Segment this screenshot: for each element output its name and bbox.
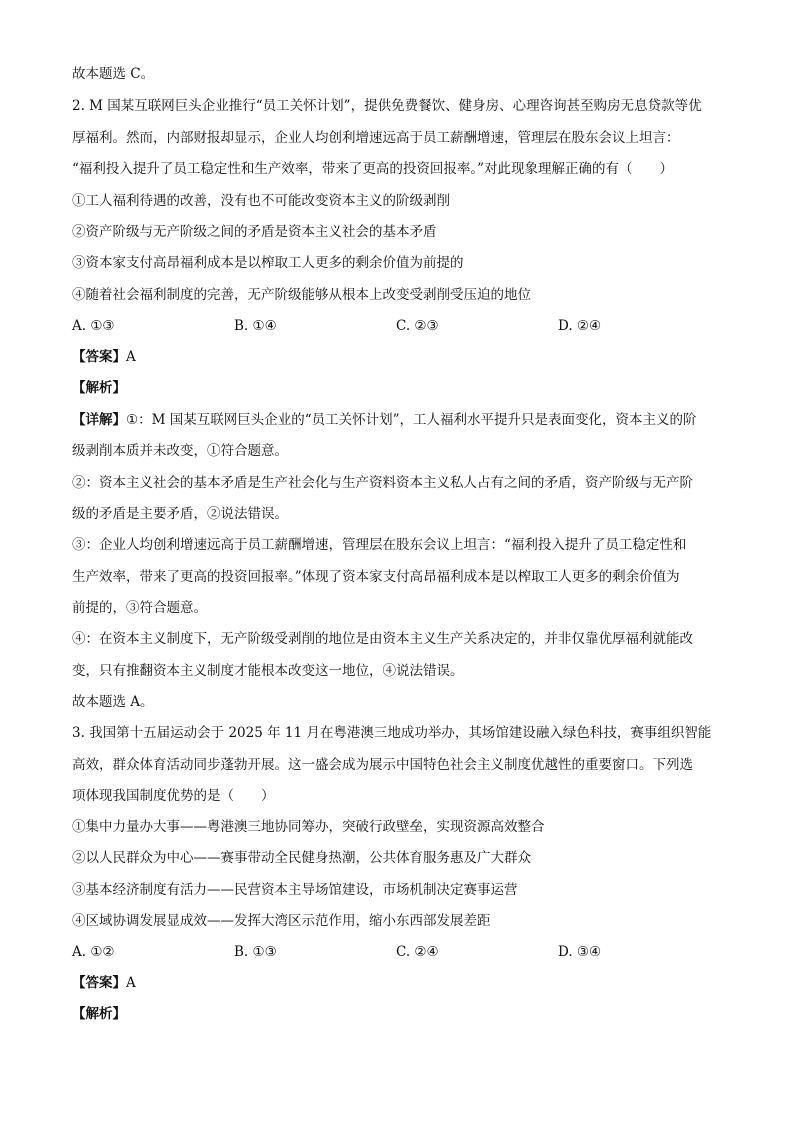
q2-analysis-label: 【解析】: [72, 380, 126, 396]
q2-option-d: D. ②④: [558, 318, 602, 334]
q2-option-a: A. ①③: [72, 318, 115, 334]
q2-statement-3: ③资本家支付高昂福利成本是以榨取工人更多的剩余价值为前提的: [72, 255, 464, 271]
q2-detail-line-8: ④：在资本主义制度下，无产阶级受剥削的地位是由资本主义生产关系决定的，并非仅靠优厚福利就能改: [72, 631, 693, 647]
q3-option-a: A. ①②: [72, 944, 115, 960]
q2-detail-line-7: 前提的，③符合题意。: [72, 600, 207, 616]
q3-stem-line-3: 项体现我国制度优势的是（ ）: [72, 788, 275, 804]
q2-stem-line-2: 厚福利。然而，内部财报却显示，企业人均创利增速远高于员工薪酬增速，管理层在股东会议上坦言：: [72, 130, 680, 146]
q2-answer: [72, 347, 136, 367]
q2-detail-line-4: 级的矛盾是主要矛盾，②说法错误。: [72, 506, 288, 522]
q2-stem-line-1: 2. M 国某互联网巨头企业推行“员工关怀计划”，提供免费餐饮、健身房、心理咨询甚至购房无息贷款等优: [72, 98, 702, 114]
q2-stem-line-3: “福利投入提升了员工稳定性和生产效率，带来了更高的投资回报率。”对此现象理解正确的有（ ）: [72, 161, 674, 177]
q3-statement-1: ①集中力量办大事——粤港澳三地协同筹办，突破行政壁垒，实现资源高效整合: [72, 819, 545, 835]
q2-statement-4: ④随着社会福利制度的完善，无产阶级能够从根本上改变受剥削受压迫的地位: [72, 287, 531, 303]
q3-statement-2: ②以人民群众为中心——赛事带动全民健身热潮，公共体育服务惠及广大群众: [72, 850, 531, 866]
q2-detail-line-1: [72, 410, 697, 430]
q3-stem-line-2: 高效，群众体育活动同步蓬勃开展。这一盛会成为展示中国特色社会主义制度优越性的重要窗口。下列选: [72, 757, 693, 773]
q3-answer-label: 【答案】: [72, 975, 126, 991]
q2-detail-line-6: 生产效率，带来了更高的投资回报率。”体现了资本家支付高昂福利成本是以榨取工人更多的剩余价值为: [72, 569, 680, 585]
q2-option-b: B. ①④: [234, 318, 277, 334]
q3-answer: [72, 973, 136, 993]
q3-option-c: C. ②④: [396, 944, 439, 960]
q2-option-c: C. ②③: [396, 318, 439, 334]
q3-option-d: D. ③④: [558, 944, 602, 960]
previous-question-conclusion: 故本题选 C。: [72, 66, 155, 82]
q2-conclusion: 故本题选 A。: [72, 694, 154, 710]
q2-detail-line-3: ②：资本主义社会的基本矛盾是生产社会化与生产资料资本主义私人占有之间的矛盾，资产阶级与无产阶: [72, 475, 693, 491]
q3-answer-value: A: [126, 975, 136, 991]
q3-statement-3: ③基本经济制度有活力——民营资本主导场馆建设，市场机制决定赛事运营: [72, 882, 518, 898]
q3-statement-4: ④区域协调发展显成效——发挥大湾区示范作用，缩小东西部发展差距: [72, 913, 491, 929]
q2-detail-text-1: ①：M 国某互联网巨头企业的“员工关怀计划”，工人福利水平提升只是表面变化，资本主义的阶: [126, 412, 697, 428]
q2-detail-line-2: 级剥削本质并未改变，①符合题意。: [72, 443, 288, 459]
q2-detail-line-9: 变，只有推翻资本主义制度才能根本改变这一地位，④说法错误。: [72, 663, 464, 679]
q2-answer-label: 【答案】: [72, 349, 126, 365]
q2-answer-value: A: [126, 349, 136, 365]
q2-detail-label: 【详解】: [72, 412, 126, 428]
q3-stem-line-1: 3. 我国第十五届运动会于 2025 年 11 月在粤港澳三地成功举办，其场馆建设融入绿色科技，赛事组织智能: [72, 725, 712, 741]
q3-analysis-label: 【解析】: [72, 1006, 126, 1022]
q2-statement-1: ①工人福利待遇的改善，没有也不可能改变资本主义的阶级剥削: [72, 193, 450, 209]
q2-detail-line-5: ③：企业人均创利增速远高于员工薪酬增速，管理层在股东会议上坦言：“福利投入提升了员工稳定性和: [72, 537, 687, 553]
q3-option-b: B. ①③: [234, 944, 277, 960]
q2-statement-2: ②资产阶级与无产阶级之间的矛盾是资本主义社会的基本矛盾: [72, 224, 437, 240]
